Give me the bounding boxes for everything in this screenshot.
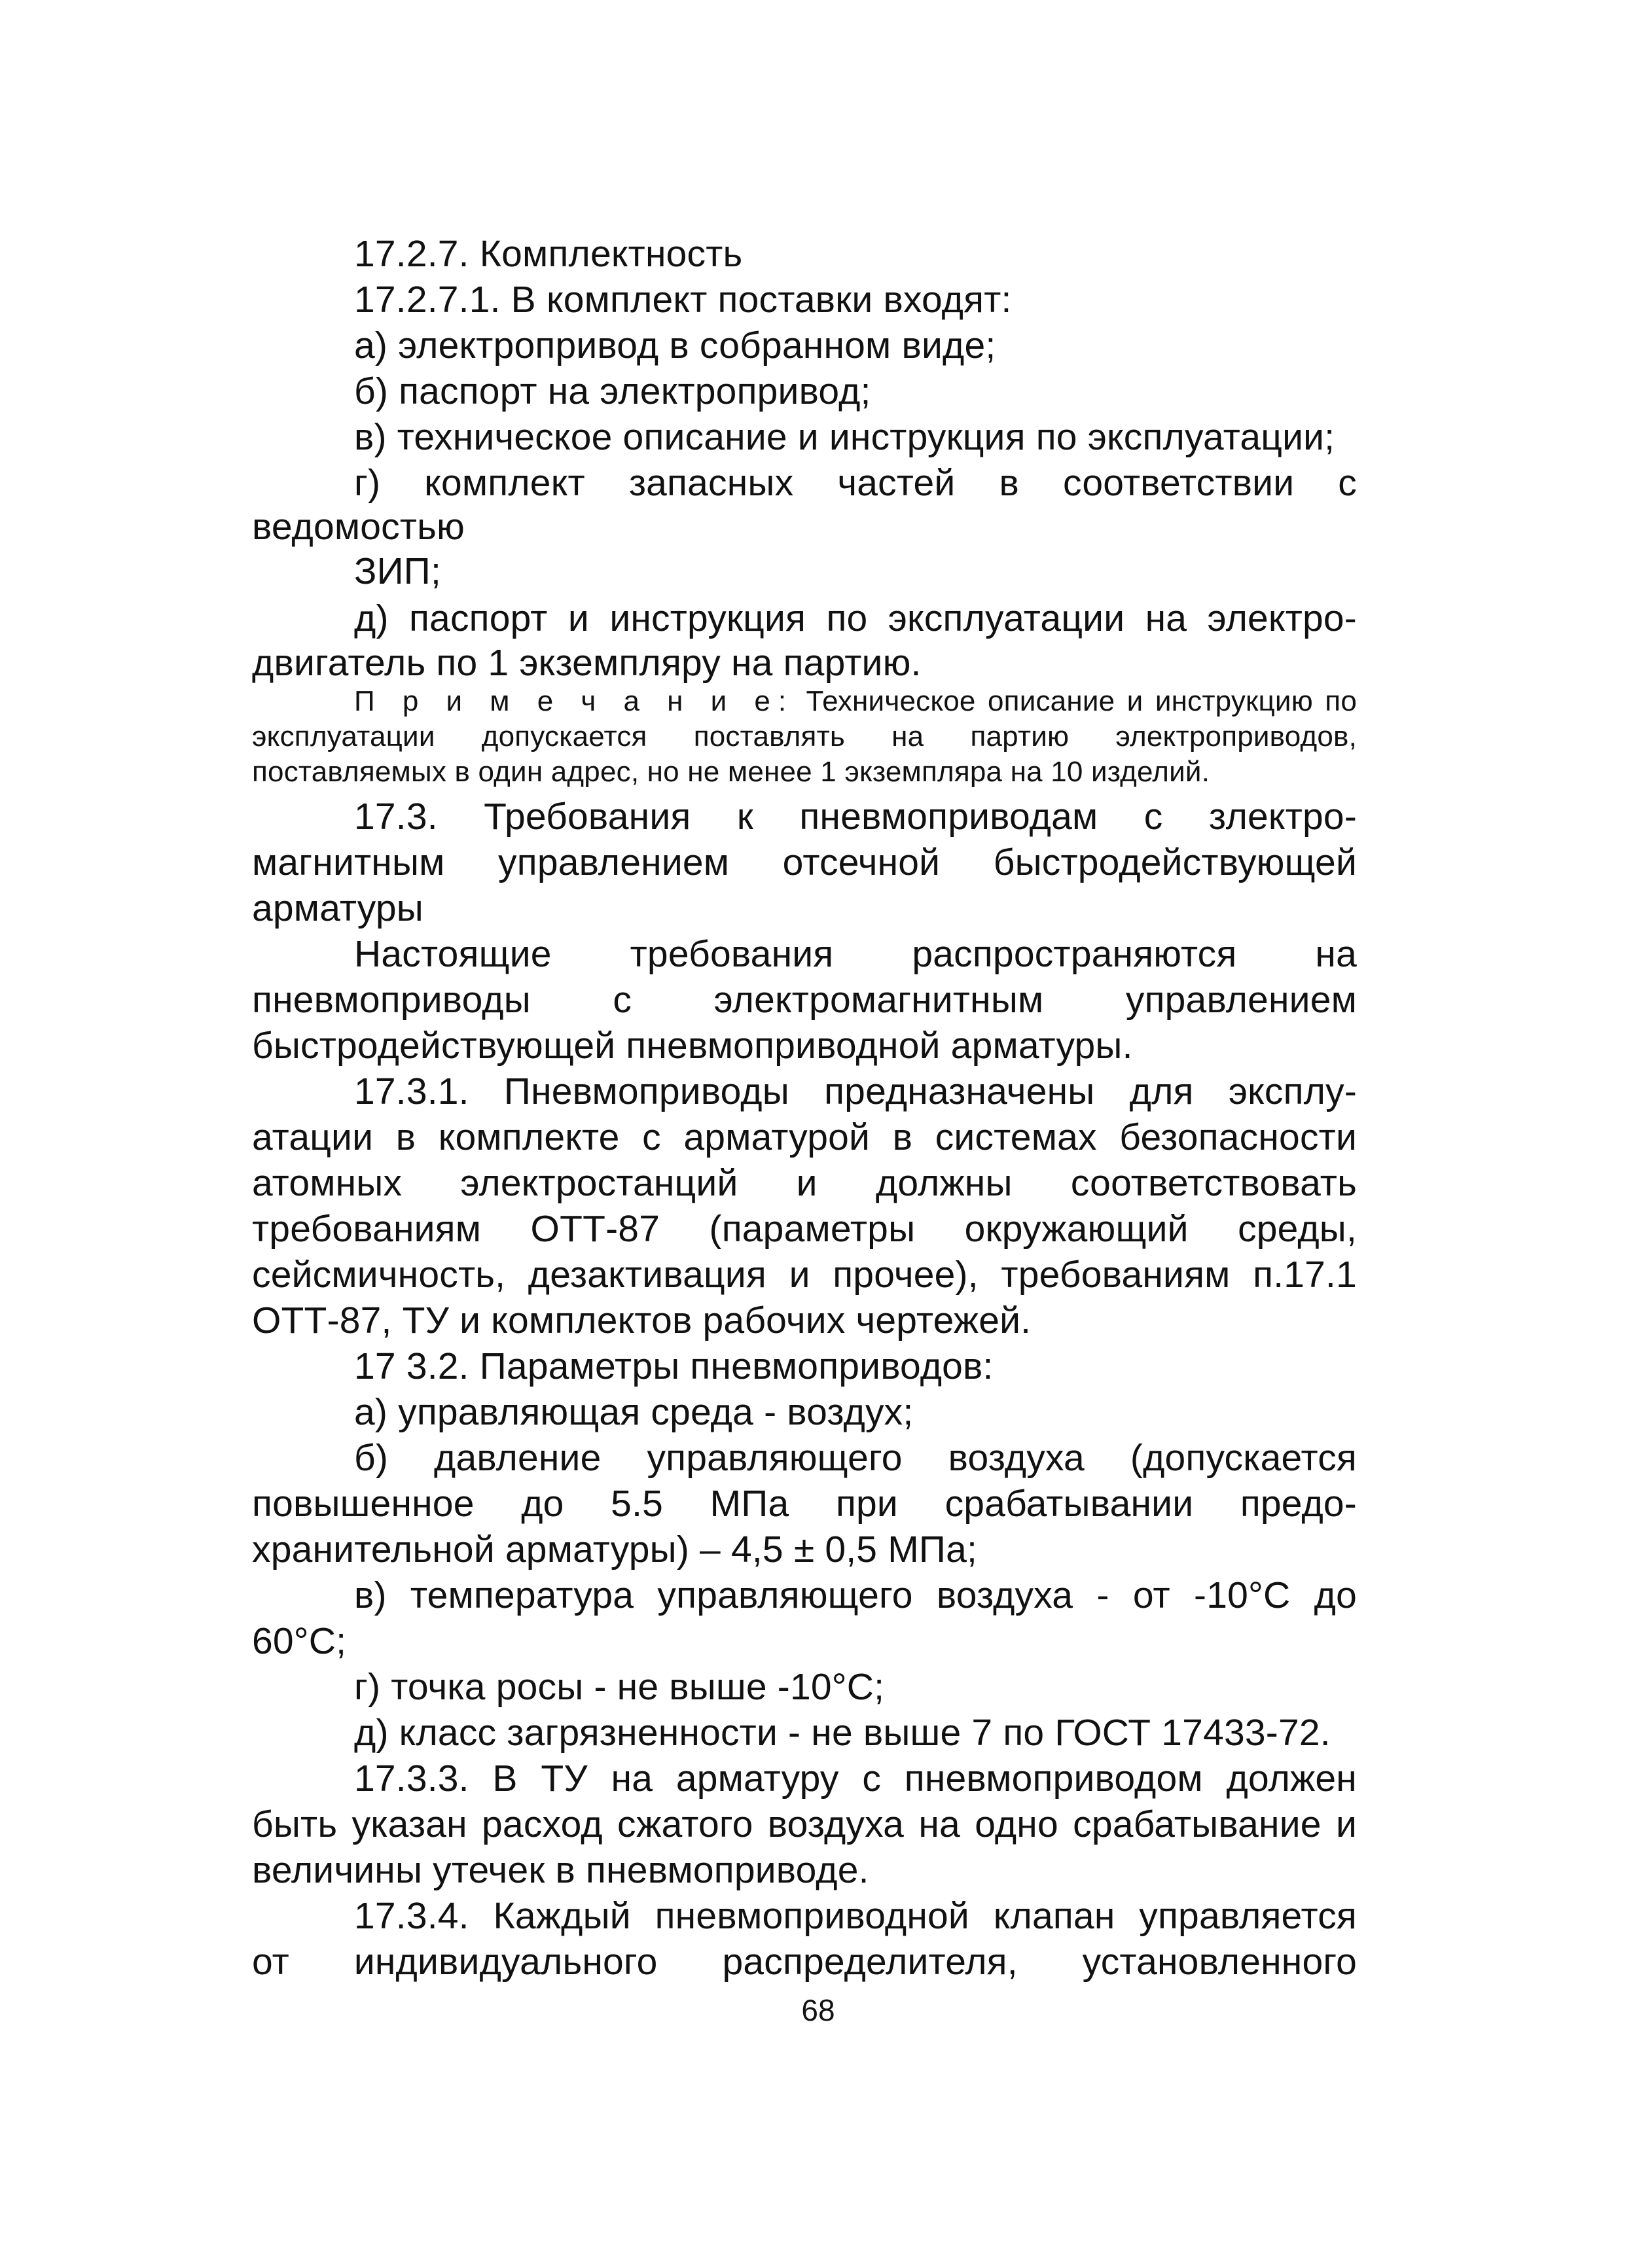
paragraph-17-3-1: 17.3.1. Пневмоприводы предназначены для эксплу- xyxy=(354,1071,1357,1112)
note-line-2: эксплуатации допускается поставлять на партию электроприводов, xyxy=(252,720,1357,753)
param-item-v-cont: 60°С; xyxy=(252,1620,347,1662)
param-item-a: а) управляющая среда - воздух; xyxy=(354,1391,914,1433)
paragraph-17-3-3-cont2: величины утечек в пневмоприводе. xyxy=(252,1849,869,1891)
list-item-b: б) паспорт на электропривод; xyxy=(354,370,871,412)
paragraph-scope: Настоящие требования распространяются на xyxy=(354,933,1357,975)
paragraph-17-3-1-cont5: ОТТ-87, ТУ и комплектов рабочих чертежей. xyxy=(252,1300,1032,1341)
page-number: 68 xyxy=(801,1993,835,2027)
section-heading-17-3-cont: магнитным управлением отсечной быстродействующей xyxy=(252,842,1357,883)
paragraph-17-3-1-cont4: сейсмичность, дезактивация и прочее), требованиям п.17.1 xyxy=(252,1254,1357,1296)
param-item-d: д) класс загрязненности - не выше 7 по ГОСТ 17433-72. xyxy=(354,1712,1331,1754)
list-item-d-cont: двигатель по 1 экземпляру на партию. xyxy=(252,642,922,684)
param-item-v: в) температура управляющего воздуха - от -10°С до xyxy=(354,1574,1357,1616)
list-item-g: г) комплект запасных частей в соответствии с xyxy=(354,462,1357,504)
paragraph-17-3-4: 17.3.4. Каждый пневмоприводной клапан управляется xyxy=(354,1895,1357,1937)
param-item-g: г) точка росы - не выше -10°С; xyxy=(354,1666,885,1708)
note-text: Техническое описание и инструкцию по xyxy=(806,685,1357,717)
paragraph-17-3-3-cont: быть указан расход сжатого воздуха на одно срабатывание и xyxy=(252,1803,1357,1845)
paragraph-17-2-7-1: 17.2.7.1. В комплект поставки входят: xyxy=(354,279,1012,321)
paragraph-17-3-1-cont: атации в комплекте с арматурой в системах безопасности xyxy=(252,1116,1357,1158)
note-label: П р и м е ч а н и е: xyxy=(354,685,795,717)
paragraph-17-3-2: 17 3.2. Параметры пневмоприводов: xyxy=(354,1345,994,1387)
paragraph-17-3-1-cont3: требованиям ОТТ-87 (параметры окружающий среды, xyxy=(252,1208,1357,1250)
section-heading-17-2-7: 17.2.7. Комплектность xyxy=(354,233,743,275)
paragraph-scope-cont2: быстродействующей пневмоприводной арматуры. xyxy=(252,1025,1133,1067)
note-first-line xyxy=(354,684,1357,719)
param-item-b-cont2: хранительной арматуры) – 4,5 ± 0,5 МПа; xyxy=(252,1529,978,1570)
paragraph-17-3-3: 17.3.3. В ТУ на арматуру с пневмоприводом должен xyxy=(354,1758,1357,1799)
paragraph-17-3-4-cont: от индивидуального распределителя, установленного xyxy=(252,1941,1357,1983)
param-item-b-cont: повышенное до 5.5 МПа при срабатывании предо- xyxy=(252,1483,1357,1525)
param-item-b: б) давление управляющего воздуха (допускается xyxy=(354,1437,1357,1479)
list-item-g-cont: ведомостью xyxy=(252,506,465,548)
note-line-3: поставляемых в один адрес, но не менее 1 экземпляра на 10 изделий. xyxy=(252,756,1210,788)
section-heading-17-3-cont2: арматуры xyxy=(252,887,423,929)
list-item-a: а) электропривод в собранном виде; xyxy=(354,325,996,366)
paragraph-17-3-1-cont2: атомных электростанций и должны соответствовать xyxy=(252,1162,1357,1204)
list-item-d: д) паспорт и инструкция по эксплуатации на электро- xyxy=(354,597,1357,639)
paragraph-scope-cont: пневмоприводы с электромагнитным управлением xyxy=(252,979,1357,1021)
list-item-v: в) техническое описание и инструкция по эксплуатации; xyxy=(354,416,1335,458)
list-item-g-cont2: ЗИП; xyxy=(354,550,442,592)
section-heading-17-3: 17.3. Требования к пневмоприводам с злектро- xyxy=(354,796,1357,838)
